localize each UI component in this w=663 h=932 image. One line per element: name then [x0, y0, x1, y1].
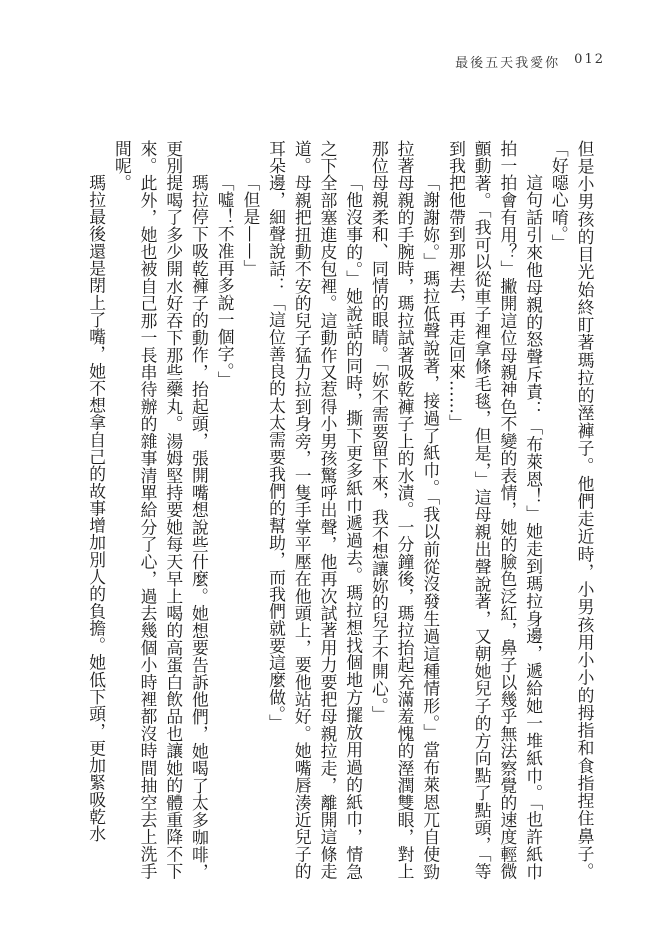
paragraph: 「他沒事的。」她說話的同時，撕下更多紙巾遞過去。瑪拉想找個地方擺放用過的紙巾，情急之下全部塞進皮包裡。這動作又惹得小男孩驚呼出聲，他再次試著用力要把母親拉走，離開這條走道。母親把扭動不安的兒子猛力拉到身旁，一隻手掌平壓在他頭上，要他站好。她嘴唇湊近兒子的耳朵邊，細聲說話：「這位善良的太太需要我們的幫助，而我們就要這麼做。」 — [266, 140, 364, 880]
paragraph: 「但是——」 — [240, 173, 261, 277]
page-body-text — [57, 140, 597, 880]
paragraph: 瑪拉最後還是閉上了嘴，她不想拿自己的故事增加別人的負擔。她低下頭，更加緊吸乾水 — [86, 173, 107, 843]
paragraph: 「謝謝妳。」瑪拉低聲說著，接過了紙巾。「我以前從沒發生過這種情形。」當布萊恩兀自使勁拉著母親的手腕時，瑪拉試著吸乾褲子上的水漬。一分鐘後，瑪拉抬起充滿羞愧的溼潤雙眼，對上那位母親柔和、同情的眼睛。「妳不需要留下來，我不想讓妳的兒子不開心。」 — [369, 140, 441, 880]
paragraph: 瑪拉停下吸乾褲子的動作，抬起頭，張開嘴想說些什麼。她想要告訴他們，她喝了太多咖啡，更別提喝了多少開水好吞下那些藥丸。湯姆堅持要她每天早上喝的高蛋白飲品也讓她的體重降不下來。此外，她也被自己那一長串待辦的雜事清單給分了心，過去幾個小時裡都沒時間抽空去上洗手間呢。 — [112, 140, 210, 880]
book-title: 最後五天我愛你 — [455, 56, 561, 71]
page-number: 012 — [574, 52, 605, 67]
paragraph: 「噓！不准再多說一個字。」 — [215, 173, 236, 389]
running-header — [455, 52, 605, 71]
paragraph: 但是小男孩的目光始終盯著瑪拉的溼褲子。他們走近時，小男孩用小小的拇指和食指捏住鼻子。「好噁心唷。」 — [549, 140, 595, 880]
paragraph: 這句話引來他母親的怒聲斥責：「布萊恩！」她走到瑪拉身邊，遞給她一堆紙巾。「也許紙巾拍一拍會有用？」撇開這位母親神色不變的表情，她的臉色泛紅，鼻子以幾乎無法察覺的速度輕微顫動著。「我可以從車子裡拿條毛毯，但是，」這母親出聲說著，又朝她兒子的方向點了點頭，「等到我把他帶到那裡去，再走回來……」 — [446, 140, 544, 880]
